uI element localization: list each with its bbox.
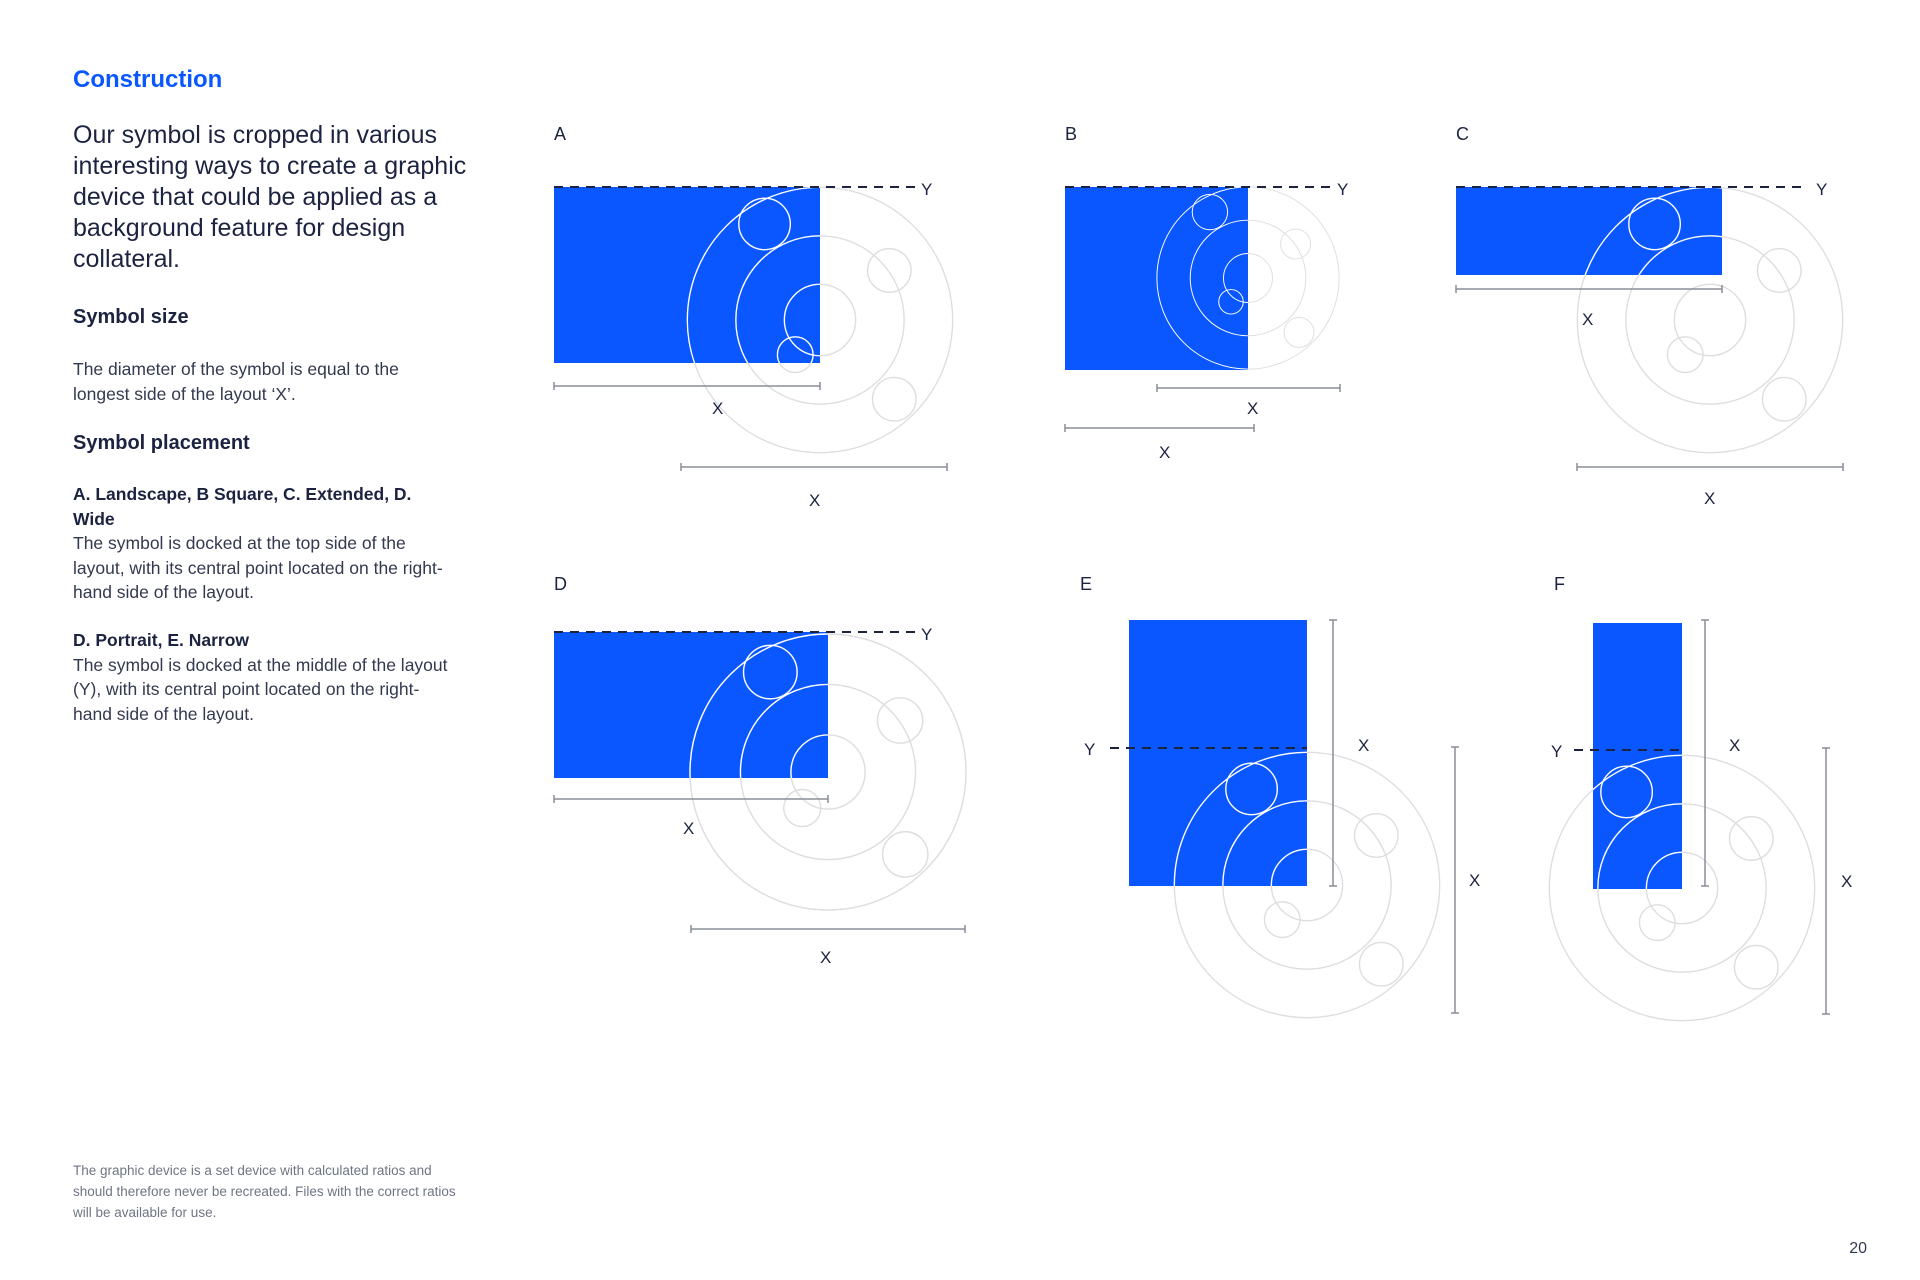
panel-label-f: F [1554, 574, 1565, 594]
panel-f [1549, 574, 1852, 1021]
diameter-label-f: X [1841, 872, 1853, 891]
x-label-c: X [1582, 310, 1594, 329]
symbol-placement-heading: Symbol placement [73, 432, 250, 454]
symbol-size-heading: Symbol size [73, 306, 189, 328]
x-label-d: X [683, 819, 695, 838]
y-label-b: Y [1337, 180, 1349, 199]
layout-block-a [554, 187, 820, 363]
page-number: 20 [1849, 1240, 1867, 1257]
x-label-b: X [1159, 443, 1171, 462]
panel-label-e: E [1080, 574, 1093, 594]
diameter-label-d: X [820, 948, 832, 967]
diameter-label-c: X [1704, 489, 1716, 508]
y-label-a: Y [921, 180, 933, 199]
panel-b [1065, 124, 1348, 462]
y-label-e: Y [1084, 740, 1096, 759]
y-label-d: Y [921, 625, 933, 644]
intro-paragraph: Our symbol is cropped in various interesting ways to create a graphic device that could be applied as a background feature for design collateral. [73, 121, 467, 273]
x-label-f: X [1729, 736, 1741, 755]
placement-group-1-body: The symbol is docked at the top side of the layout, with its central point located on the right-hand side of the layout. [73, 533, 443, 602]
x-label-a: X [712, 399, 724, 418]
panel-label-b: B [1065, 124, 1078, 144]
layout-block-c [1456, 187, 1722, 275]
footnote: The graphic device is a set device with calculated ratios and should therefore never be recreated. Files with the correct ratios will be available for use. [73, 1163, 456, 1220]
panel-label-d: D [554, 574, 567, 594]
symbol-size-body: The diameter of the symbol is equal to the longest side of the layout ‘X’. [73, 359, 399, 404]
placement-group-2-title: D. Portrait, E. Narrow [73, 630, 250, 650]
panel-label-c: C [1456, 124, 1469, 144]
placement-group-2-body: The symbol is docked at the middle of the layout (Y), with its central point located on the right-hand side of the layout. [73, 654, 448, 724]
y-label-c: Y [1816, 180, 1828, 199]
panel-a [554, 124, 953, 510]
panel-c [1456, 124, 1843, 508]
placement-group-1-title: A. Landscape, B Square, C. Extended, D. Wide [73, 484, 412, 529]
diameter-label-b: X [1247, 399, 1259, 418]
x-label-e: X [1358, 736, 1370, 755]
panel-d [554, 574, 966, 967]
diameter-label-a: X [809, 491, 821, 510]
section-title: Construction [73, 66, 223, 93]
panel-label-a: A [554, 124, 567, 144]
layout-block-e [1129, 620, 1307, 886]
diameter-label-e: X [1469, 871, 1481, 890]
panel-e [1080, 574, 1480, 1018]
y-label-f: Y [1551, 742, 1563, 761]
